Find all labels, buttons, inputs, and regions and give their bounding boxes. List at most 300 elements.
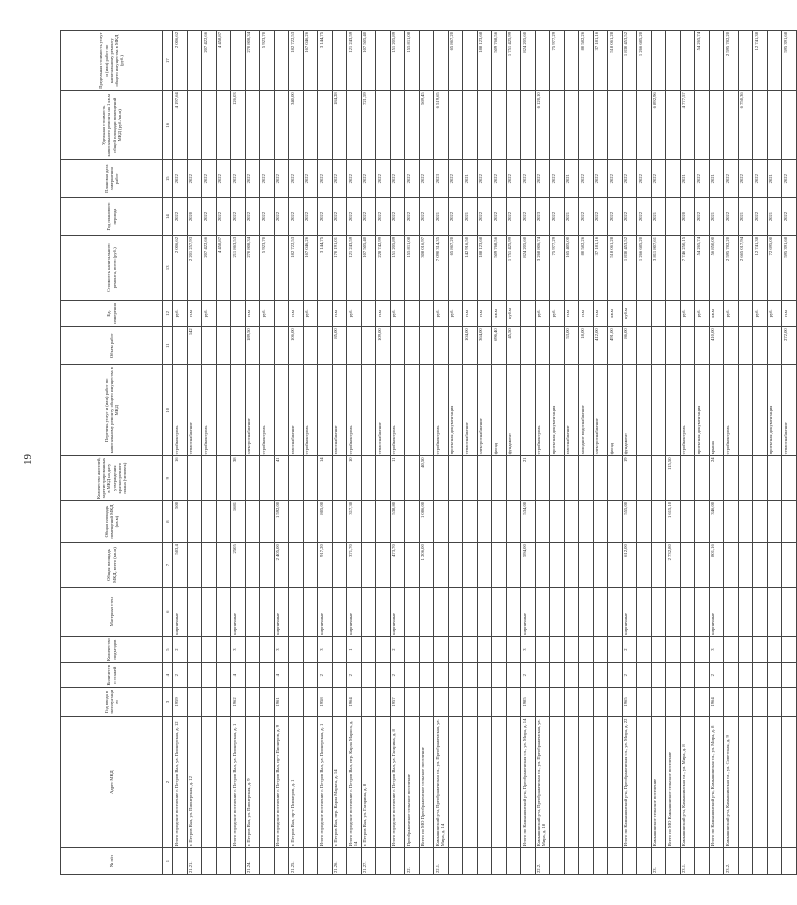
table-cell bbox=[347, 327, 362, 365]
table-cell bbox=[695, 716, 710, 847]
table-cell: стройконтроль bbox=[434, 365, 449, 456]
table-cell: 151 205,89 bbox=[390, 31, 405, 91]
table-cell: 107 505,40 bbox=[361, 235, 376, 300]
table-cell: 54 265,74 bbox=[695, 31, 710, 91]
table-cell bbox=[564, 848, 579, 875]
table-row bbox=[608, 31, 623, 875]
table-cell bbox=[434, 663, 449, 687]
table-cell bbox=[695, 456, 710, 501]
table-cell bbox=[303, 636, 318, 663]
table-cell: 2022 bbox=[506, 198, 521, 236]
table-cell bbox=[318, 300, 333, 327]
table-cell bbox=[738, 636, 753, 663]
table-cell: 2022 bbox=[332, 160, 347, 198]
table-cell: кирпичные bbox=[173, 587, 188, 636]
table-cell bbox=[695, 636, 710, 663]
table-cell bbox=[767, 500, 782, 542]
table-cell bbox=[376, 636, 391, 663]
table-cell: 1958 bbox=[318, 687, 333, 716]
table-cell: 228 742,99 bbox=[376, 235, 391, 300]
table-cell: 121 243,59 bbox=[347, 235, 362, 300]
table-cell: крыша bbox=[709, 365, 724, 456]
table-cell bbox=[216, 365, 231, 456]
table-cell: 12 741,38 bbox=[753, 235, 768, 300]
column-number: 13 bbox=[163, 235, 173, 300]
table-cell bbox=[274, 848, 289, 875]
table-cell bbox=[419, 663, 434, 687]
table-cell bbox=[492, 848, 507, 875]
table-cell bbox=[564, 31, 579, 91]
table-cell: 2022 bbox=[216, 160, 231, 198]
table-cell bbox=[535, 587, 550, 636]
column-header: Материал стен bbox=[61, 587, 163, 636]
table-cell bbox=[564, 716, 579, 847]
table-cell bbox=[550, 500, 565, 542]
column-header: Плановая дата завершения работ bbox=[61, 160, 163, 198]
table-cell: 2021 bbox=[767, 160, 782, 198]
table-cell: п.м bbox=[376, 300, 391, 327]
table-cell: теплоснабжение bbox=[376, 365, 391, 456]
column-header: № п/п bbox=[61, 848, 163, 875]
table-cell: 37 181,16 bbox=[593, 31, 608, 91]
table-cell: 2022 bbox=[361, 160, 376, 198]
table-cell: Итого городское поселение г. Петров Вал, ул. Гагарина, д. 8 bbox=[390, 716, 405, 847]
table-cell bbox=[724, 500, 739, 542]
table-cell bbox=[376, 848, 391, 875]
table-cell: 106,00 bbox=[289, 327, 304, 365]
table-cell bbox=[274, 300, 289, 327]
table-row bbox=[260, 31, 275, 875]
table-cell: 18,00 bbox=[579, 327, 594, 365]
table-cell: 207 422,66 bbox=[202, 31, 217, 91]
table-cell bbox=[535, 456, 550, 501]
table-cell: 2022 bbox=[347, 160, 362, 198]
table-cell bbox=[608, 848, 623, 875]
table-cell bbox=[608, 716, 623, 847]
column-header: Год планового периода bbox=[61, 198, 163, 236]
table-cell: 2022 bbox=[724, 198, 739, 236]
table-cell: кв.м bbox=[608, 300, 623, 327]
table-cell bbox=[593, 663, 608, 687]
table-cell bbox=[376, 500, 391, 542]
table-cell: 3 144,75 bbox=[318, 235, 333, 300]
table-cell bbox=[216, 91, 231, 160]
table-cell: 188 123,68 bbox=[477, 31, 492, 91]
table-cell: 2022 bbox=[303, 160, 318, 198]
column-header: Стоимость капитального ремонта, всего (руб.) bbox=[61, 235, 163, 300]
table-cell bbox=[361, 636, 376, 663]
table-cell bbox=[434, 587, 449, 636]
table-cell bbox=[738, 687, 753, 716]
table-cell bbox=[245, 91, 260, 160]
table-cell: руб. bbox=[767, 300, 782, 327]
table-cell: 2021 bbox=[767, 198, 782, 236]
table-cell bbox=[709, 848, 724, 875]
table-cell bbox=[274, 31, 289, 91]
table-cell bbox=[492, 636, 507, 663]
table-cell bbox=[666, 91, 681, 160]
table-cell bbox=[666, 235, 681, 300]
table-cell: руб. bbox=[303, 300, 318, 327]
table-cell: 56 850,00 bbox=[709, 235, 724, 300]
table-cell: кирпичные bbox=[709, 587, 724, 636]
table-cell: 824 205,60 bbox=[521, 235, 536, 300]
table-cell bbox=[506, 543, 521, 588]
table-cell: 2 732,80 bbox=[666, 543, 681, 588]
table-cell bbox=[289, 500, 304, 542]
table-row bbox=[738, 31, 753, 875]
table-cell: 2022 bbox=[202, 198, 217, 236]
table-cell bbox=[216, 543, 231, 588]
table-cell: 364,00 bbox=[477, 327, 492, 365]
table-cell: 3 bbox=[709, 636, 724, 663]
table-row bbox=[637, 31, 652, 875]
table-cell bbox=[637, 716, 652, 847]
table-cell: 75 977,29 bbox=[550, 235, 565, 300]
table-cell bbox=[245, 636, 260, 663]
table-cell bbox=[405, 456, 420, 501]
table-cell: 2022 bbox=[579, 198, 594, 236]
table-cell: 509 768,56 bbox=[492, 31, 507, 91]
table-cell bbox=[724, 91, 739, 160]
table-cell: 824 205,60 bbox=[521, 31, 536, 91]
table-cell bbox=[506, 636, 521, 663]
table-cell bbox=[216, 327, 231, 365]
table-cell: Камышинский р-н, Камышинская сл., ул. Советская, д. 9 bbox=[724, 716, 739, 847]
table-cell: электроснабжение bbox=[477, 365, 492, 456]
table-cell: руб. bbox=[724, 300, 739, 327]
table-cell bbox=[579, 456, 594, 501]
table-cell bbox=[216, 587, 231, 636]
table-cell bbox=[535, 500, 550, 542]
table-cell bbox=[463, 716, 478, 847]
table-row bbox=[448, 31, 463, 875]
table-cell bbox=[724, 636, 739, 663]
table-cell bbox=[477, 716, 492, 847]
column-number: 6 bbox=[163, 587, 173, 636]
table-cell: 2022 bbox=[173, 198, 188, 236]
table-cell bbox=[695, 500, 710, 542]
table-cell: 54 265,74 bbox=[695, 235, 710, 300]
table-cell bbox=[695, 91, 710, 160]
table-cell: руб. bbox=[448, 300, 463, 327]
table-cell bbox=[361, 500, 376, 542]
table-cell bbox=[231, 365, 246, 456]
table-cell bbox=[782, 91, 797, 160]
table-cell bbox=[738, 456, 753, 501]
table-cell: электроснабжение bbox=[245, 365, 260, 456]
table-cell bbox=[767, 636, 782, 663]
table-cell bbox=[738, 300, 753, 327]
table-cell: 2022 bbox=[477, 160, 492, 198]
table-cell bbox=[405, 365, 420, 456]
table-cell bbox=[767, 543, 782, 588]
table-cell: 2022 bbox=[448, 198, 463, 236]
table-cell: 2022 bbox=[245, 198, 260, 236]
table-cell bbox=[753, 327, 768, 365]
table-cell bbox=[187, 587, 202, 636]
table-row bbox=[332, 31, 347, 875]
table-cell: 2021 bbox=[738, 198, 753, 236]
table-cell bbox=[695, 848, 710, 875]
table-cell: проектная документация bbox=[448, 365, 463, 456]
table-cell: газоснабжение bbox=[289, 365, 304, 456]
table-cell: Камышинский р-н, Камышинская сл., ул. Мира, д. 8 bbox=[680, 716, 695, 847]
table-cell bbox=[448, 500, 463, 542]
table-cell: 1 086,00 bbox=[419, 500, 434, 542]
table-cell: 1 bbox=[347, 636, 362, 663]
table-cell: 2022 bbox=[521, 198, 536, 236]
table-cell: 917,20 bbox=[318, 543, 333, 588]
table-cell: 2022 bbox=[173, 160, 188, 198]
table-cell bbox=[448, 543, 463, 588]
table-cell bbox=[303, 848, 318, 875]
table-cell bbox=[390, 848, 405, 875]
table-cell: 2 665 017,94 bbox=[738, 235, 753, 300]
table-cell bbox=[260, 848, 275, 875]
table-cell bbox=[506, 500, 521, 542]
column-number: 11 bbox=[163, 327, 173, 365]
table-cell bbox=[448, 587, 463, 636]
table-cell: 1 206,00 bbox=[419, 543, 434, 588]
table-cell bbox=[550, 636, 565, 663]
table-cell bbox=[376, 543, 391, 588]
table-cell bbox=[434, 687, 449, 716]
table-cell bbox=[274, 235, 289, 300]
table-cell: 23.2. bbox=[724, 848, 739, 875]
table-cell bbox=[376, 456, 391, 501]
table-cell bbox=[216, 300, 231, 327]
table-cell bbox=[738, 500, 753, 542]
table-cell: кирпичные bbox=[274, 587, 289, 636]
table-cell bbox=[782, 636, 797, 663]
table-cell bbox=[680, 500, 695, 542]
table-cell: фундамент bbox=[622, 365, 637, 456]
table-cell bbox=[245, 456, 260, 501]
table-cell bbox=[738, 327, 753, 365]
table-cell: 270 808,34 bbox=[245, 31, 260, 91]
table-cell: 2022 bbox=[260, 198, 275, 236]
table-cell: фундамент bbox=[506, 365, 521, 456]
table-cell: газоснабжение bbox=[332, 365, 347, 456]
table-cell bbox=[753, 716, 768, 847]
table-cell: 107 505,40 bbox=[361, 31, 376, 91]
table-cell bbox=[231, 300, 246, 327]
table-cell: 1985 bbox=[521, 687, 536, 716]
table-cell bbox=[753, 848, 768, 875]
table-cell bbox=[550, 327, 565, 365]
table-cell bbox=[550, 587, 565, 636]
table-cell: 491,00 bbox=[608, 327, 623, 365]
table-cell bbox=[260, 636, 275, 663]
table-cell: 340,00 bbox=[289, 91, 304, 160]
table-row bbox=[318, 31, 333, 875]
column-header: Предельная стоимость услуг и (или) работ по капитальному ремонту общего имущества в МКД (руб.) bbox=[61, 31, 163, 91]
column-number: 8 bbox=[163, 500, 173, 542]
table-cell bbox=[245, 663, 260, 687]
table-cell bbox=[622, 848, 637, 875]
table-cell bbox=[405, 300, 420, 327]
table-cell: 2022 bbox=[318, 198, 333, 236]
table-cell bbox=[260, 716, 275, 847]
table-cell bbox=[550, 687, 565, 716]
table-cell: 696,40 bbox=[492, 327, 507, 365]
table-cell bbox=[767, 327, 782, 365]
table-cell: Итого городское поселение г. Петров Вал, ул. Пионерская, д. 12 bbox=[173, 716, 188, 847]
table-cell bbox=[419, 636, 434, 663]
table-cell bbox=[361, 300, 376, 327]
table-cell: 1681 bbox=[231, 500, 246, 542]
table-cell bbox=[564, 663, 579, 687]
table-cell: 184,28 bbox=[332, 91, 347, 160]
table-cell: 2021 bbox=[463, 198, 478, 236]
table-cell: 142 916,50 bbox=[463, 235, 478, 300]
table-row bbox=[390, 31, 405, 875]
table-cell: кирпичные bbox=[231, 587, 246, 636]
table-cell bbox=[782, 848, 797, 875]
table-row bbox=[492, 31, 507, 875]
table-cell bbox=[390, 327, 405, 365]
table-cell: куб.м bbox=[506, 300, 521, 327]
table-cell bbox=[361, 587, 376, 636]
table-cell bbox=[361, 365, 376, 456]
table-cell: 2022 bbox=[231, 198, 246, 236]
table-row bbox=[361, 31, 376, 875]
table-cell bbox=[738, 543, 753, 588]
table-cell: 1 592,00 bbox=[274, 500, 289, 542]
table-cell bbox=[724, 587, 739, 636]
table-cell: руб. bbox=[390, 300, 405, 327]
table-cell: 2022 bbox=[622, 160, 637, 198]
table-cell: 12 741,38 bbox=[753, 31, 768, 91]
table-cell bbox=[637, 587, 652, 636]
table-cell: стройконтроль bbox=[260, 365, 275, 456]
table-cell: 2022 bbox=[550, 198, 565, 236]
table-cell bbox=[564, 456, 579, 501]
column-header: Общая площадь МКД, всего (кв.м) bbox=[61, 543, 163, 588]
table-cell: 1957 bbox=[390, 687, 405, 716]
table-cell bbox=[738, 365, 753, 456]
table-cell: 22. bbox=[405, 848, 420, 875]
table-cell: 509 768,56 bbox=[492, 235, 507, 300]
table-cell: 21.24. bbox=[245, 848, 260, 875]
table-cell: 2 bbox=[347, 663, 362, 687]
table-cell bbox=[318, 848, 333, 875]
table-cell: 2022 bbox=[521, 160, 536, 198]
table-cell: 2022 bbox=[405, 160, 420, 198]
table-cell bbox=[767, 587, 782, 636]
table-cell bbox=[492, 716, 507, 847]
column-number: 9 bbox=[163, 456, 173, 501]
table-cell bbox=[680, 31, 695, 91]
table-cell: Всего по МО Камышинское сельское поселение bbox=[666, 716, 681, 847]
table-cell: 170 191,01 bbox=[332, 235, 347, 300]
table-cell: 2 595 782,20 bbox=[724, 31, 739, 91]
table-cell bbox=[666, 327, 681, 365]
table-cell bbox=[202, 687, 217, 716]
table-cell: г. Петров Вал, ул. Пионерская, д. 12 bbox=[187, 716, 202, 847]
table-cell bbox=[637, 365, 652, 456]
table-cell bbox=[289, 543, 304, 588]
table-cell bbox=[419, 687, 434, 716]
table-cell bbox=[477, 636, 492, 663]
table-cell bbox=[782, 587, 797, 636]
table-cell bbox=[289, 687, 304, 716]
table-row bbox=[782, 31, 797, 875]
table-cell bbox=[448, 687, 463, 716]
table-cell bbox=[405, 636, 420, 663]
table-cell bbox=[202, 500, 217, 542]
table-cell bbox=[608, 687, 623, 716]
table-cell: 2022 bbox=[550, 160, 565, 198]
table-cell bbox=[637, 636, 652, 663]
table-cell: 2022 bbox=[274, 160, 289, 198]
table-row bbox=[187, 31, 202, 875]
table-cell: Преображенское сельское поселение bbox=[405, 716, 420, 847]
table-cell bbox=[448, 716, 463, 847]
table-cell bbox=[492, 500, 507, 542]
table-cell: 2 595 782,20 bbox=[724, 235, 739, 300]
table-cell: Камышинский р-н, Преображенская сл., ул. Преображенская, ул. Мира, д. 18 bbox=[535, 716, 550, 847]
table-cell bbox=[463, 687, 478, 716]
column-header: Год ввода в эксплуатацию bbox=[61, 687, 163, 716]
table-row bbox=[347, 31, 362, 875]
table-cell: 1965 bbox=[622, 687, 637, 716]
table-cell bbox=[608, 587, 623, 636]
column-number: 10 bbox=[163, 365, 173, 456]
table-cell bbox=[376, 687, 391, 716]
table-cell: стройконтроль bbox=[173, 365, 188, 456]
table-cell: 2020 bbox=[187, 198, 202, 236]
table-cell bbox=[361, 687, 376, 716]
table-cell bbox=[782, 500, 797, 542]
table-cell: 1962 bbox=[231, 687, 246, 716]
page-number: 19 bbox=[22, 454, 34, 465]
table-cell: 721,59 bbox=[361, 91, 376, 160]
table-cell: 2022 bbox=[390, 160, 405, 198]
table-cell bbox=[216, 456, 231, 501]
table-cell: 2022 bbox=[376, 198, 391, 236]
table-cell: холодное водоснабжение bbox=[579, 365, 594, 456]
table-cell bbox=[332, 636, 347, 663]
table-cell bbox=[724, 687, 739, 716]
table-cell: кирпичные bbox=[318, 587, 333, 636]
table-cell bbox=[187, 91, 202, 160]
table-cell: руб. bbox=[260, 300, 275, 327]
table-cell bbox=[637, 500, 652, 542]
column-number: 7 bbox=[163, 543, 173, 588]
table-cell bbox=[332, 456, 347, 501]
table-cell bbox=[506, 91, 521, 160]
table-cell: 534,00 bbox=[521, 500, 536, 542]
table-cell bbox=[535, 687, 550, 716]
table-cell: проектная документация bbox=[767, 365, 782, 456]
table-cell bbox=[318, 365, 333, 456]
table-cell bbox=[738, 663, 753, 687]
column-header: Количество этажей bbox=[61, 663, 163, 687]
table-cell bbox=[767, 716, 782, 847]
table-cell bbox=[753, 365, 768, 456]
table-cell bbox=[782, 663, 797, 687]
table-cell bbox=[680, 543, 695, 588]
table-cell bbox=[695, 587, 710, 636]
table-cell bbox=[477, 456, 492, 501]
table-cell: 410,00 bbox=[709, 327, 724, 365]
table-cell bbox=[405, 500, 420, 542]
table-cell: п.м bbox=[564, 300, 579, 327]
table-cell bbox=[579, 848, 594, 875]
table-cell bbox=[564, 500, 579, 542]
